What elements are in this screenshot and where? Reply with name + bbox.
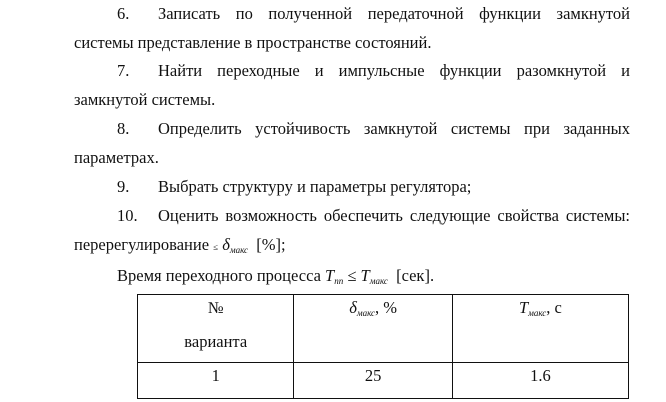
header-tmax-label [453, 298, 628, 318]
header-variant [138, 295, 294, 363]
t-max-subscript: макс [369, 276, 388, 286]
overshoot-unit: [%]; [256, 235, 286, 254]
item-8-text: Определить устойчивость замкнутой системы при заданных [158, 119, 630, 138]
delta-subscript: макс [229, 245, 249, 255]
item-7-text: Найти переходные и импульсные функции разомкнутой и [158, 61, 630, 80]
item-9-text: Выбрать структуру и параметры регулятора; [158, 177, 472, 196]
header-delta-unit: , % [375, 298, 398, 317]
table-header-row [138, 295, 629, 363]
transient-unit: [сек]. [396, 266, 435, 285]
t-max-subscript: макс [528, 308, 547, 318]
table-row [138, 363, 629, 399]
item-7-continuation: замкнутой системы. [74, 90, 216, 109]
header-delta-label [294, 298, 451, 318]
variants-table [137, 294, 629, 399]
delta-subscript: макс [356, 308, 376, 318]
cell-tmax-value: 1.6 [530, 366, 551, 385]
le-symbol: ≤ [347, 266, 357, 285]
item-9-number: 9. [117, 177, 130, 196]
item-6-continuation: системы представление в пространстве состояний. [74, 33, 432, 52]
cell-delta-value: 25 [364, 366, 382, 385]
transient-label: Время переходного процесса [117, 266, 326, 285]
item-6-text: Записать по полученной передаточной функции замкнутой [158, 4, 630, 23]
item-10-text: Оценить возможность обеспечить следующие свойства системы: [158, 206, 630, 225]
header-variant-number-sign: № [207, 298, 224, 317]
cell-delta [294, 363, 452, 399]
header-tmax [452, 295, 628, 363]
item-8-number: 8. [117, 119, 130, 138]
cell-variant-value: 1 [211, 366, 220, 385]
t-pp-subscript: пп [334, 276, 344, 286]
t-symbol: T [518, 298, 529, 317]
t-symbol: T [325, 266, 335, 285]
le-symbol: ≤ [213, 242, 219, 252]
item-10-number: 10. [117, 206, 138, 225]
item-10-continuation [74, 235, 286, 260]
delta-symbol: δ [349, 298, 357, 317]
delta-symbol: δ [222, 235, 230, 254]
overshoot-label: перерегулирование [74, 235, 214, 254]
transient-time-line [117, 266, 434, 291]
header-tmax-unit: , с [546, 298, 562, 317]
item-8-continuation: параметрах. [74, 148, 159, 167]
t-symbol: T [360, 266, 370, 285]
cell-variant [138, 363, 294, 399]
item-7-number: 7. [117, 61, 130, 80]
item-6-number: 6. [117, 4, 130, 23]
cell-tmax [452, 363, 628, 399]
header-variant-label: варианта [184, 332, 248, 351]
header-delta [294, 295, 452, 363]
